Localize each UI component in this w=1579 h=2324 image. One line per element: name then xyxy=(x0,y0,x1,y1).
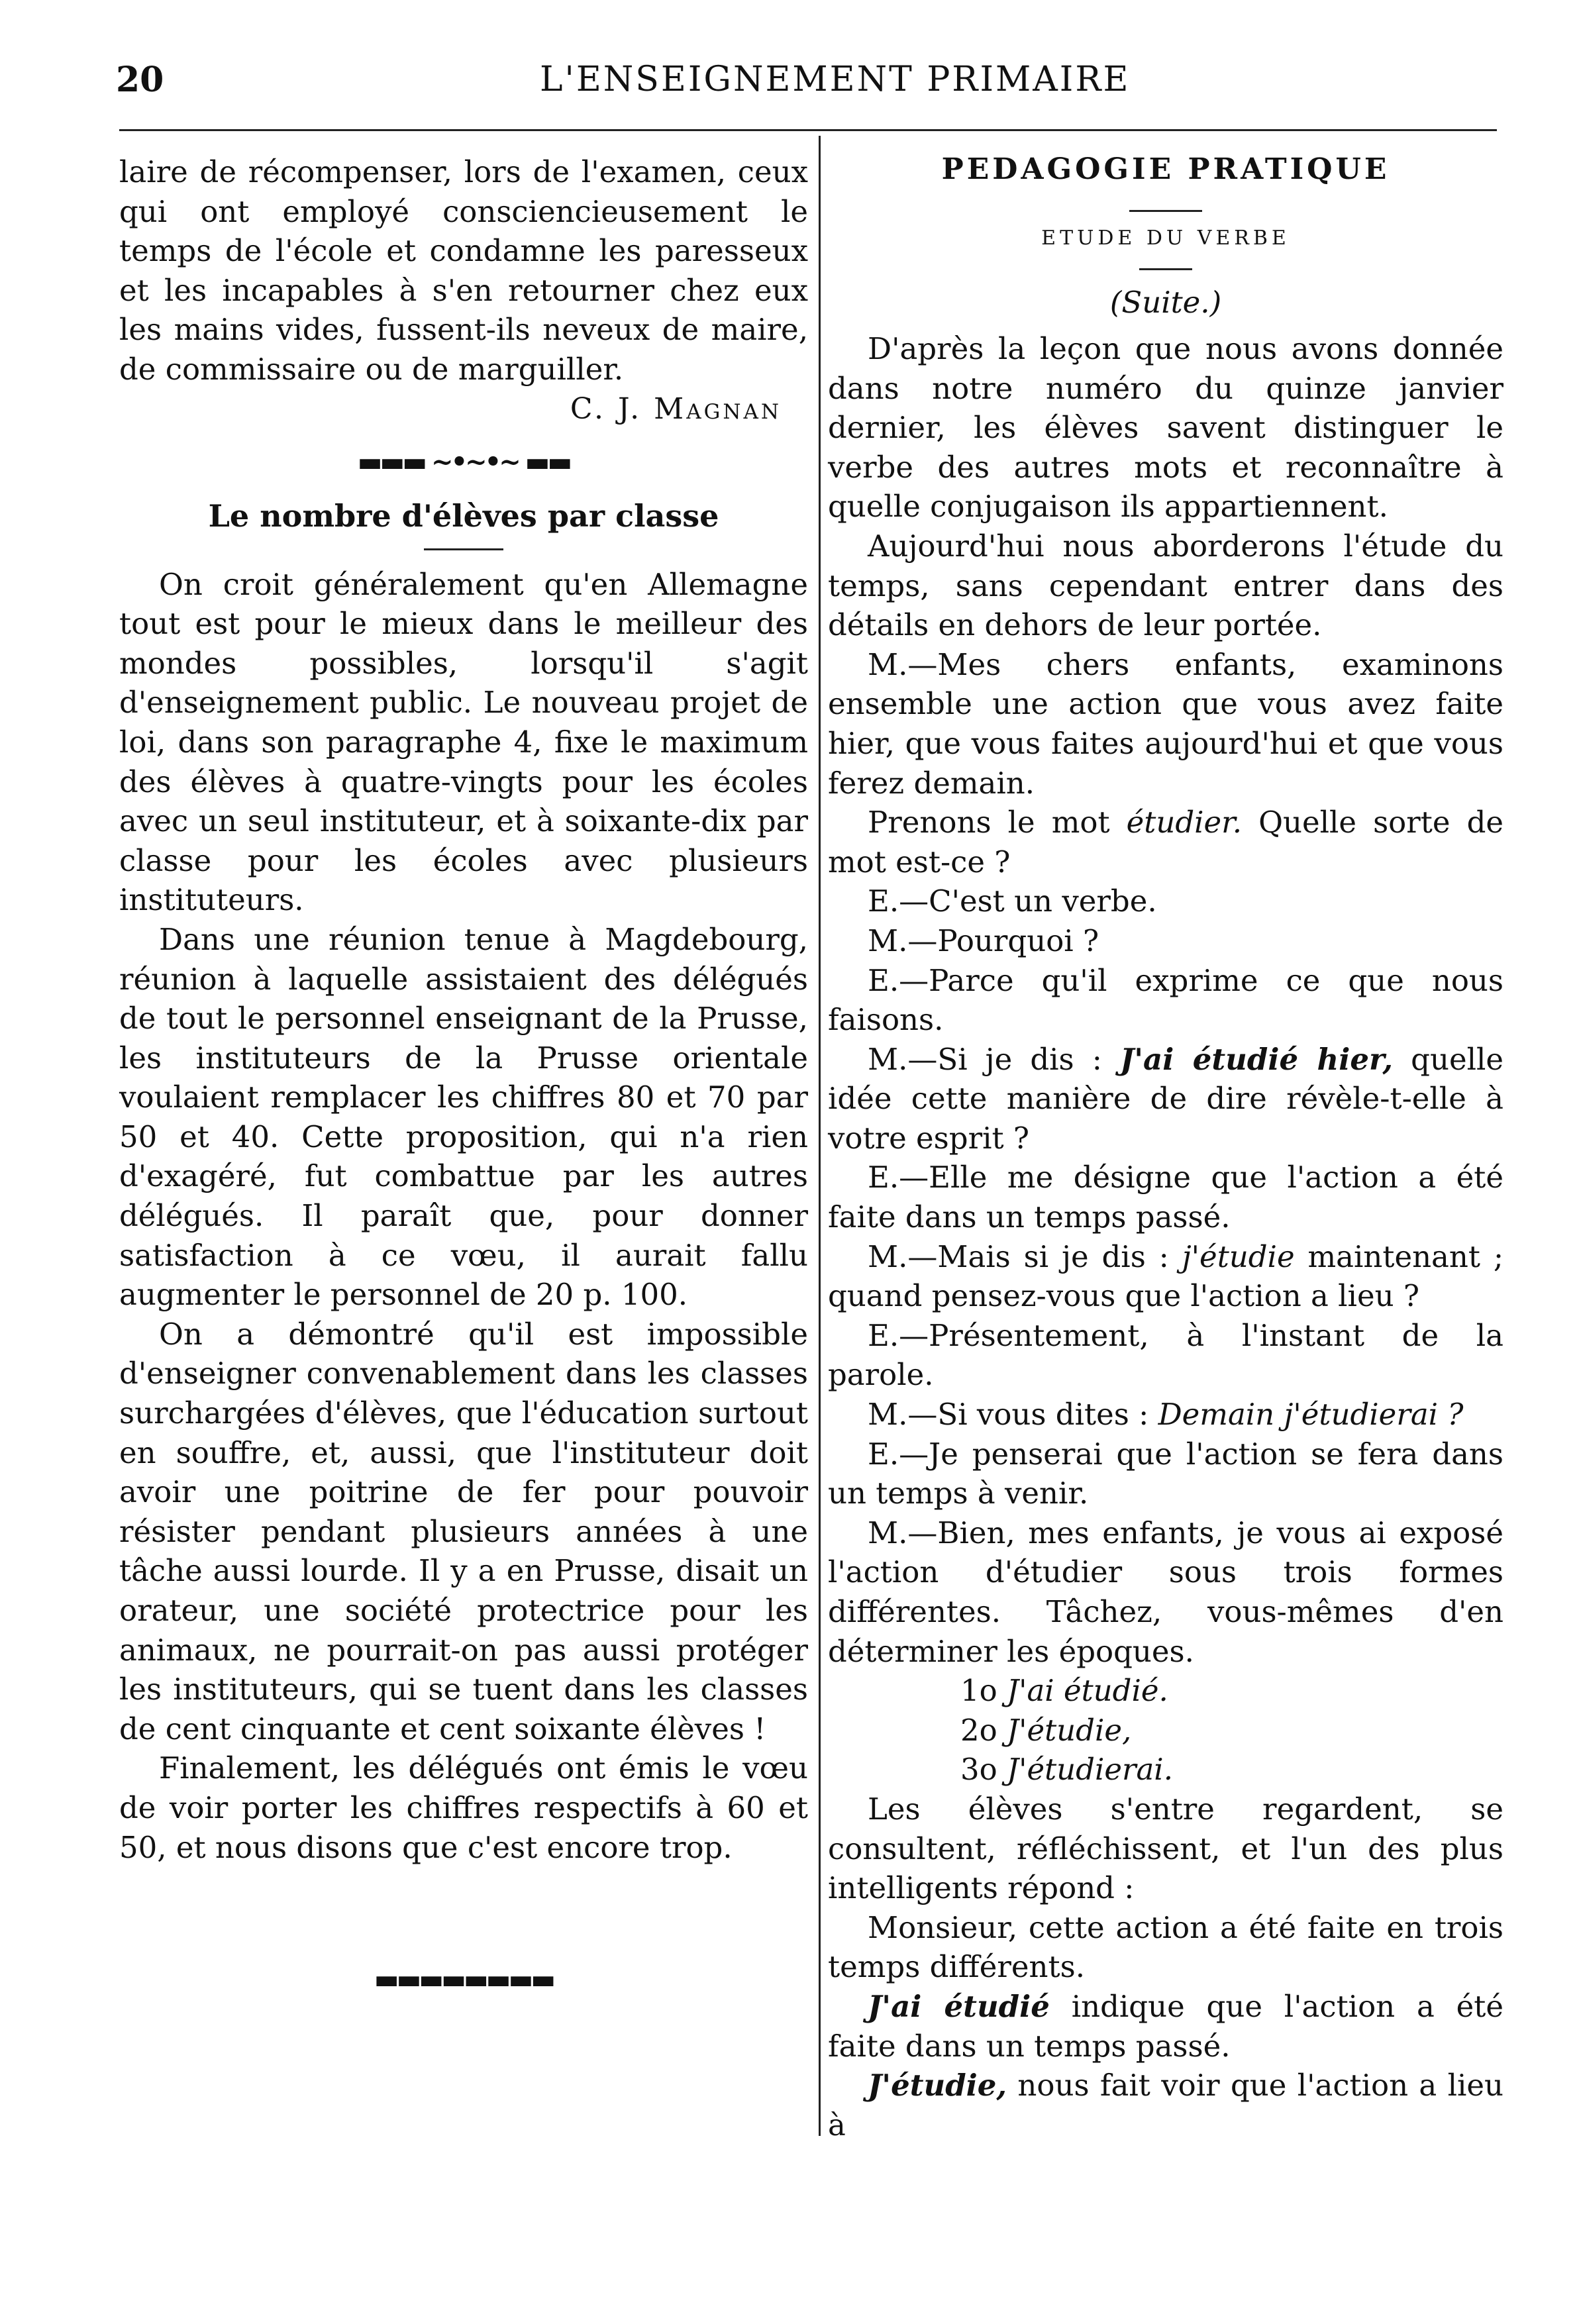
right-column xyxy=(828,152,1503,2145)
page-number: 20 xyxy=(116,60,164,100)
list-number: 1o xyxy=(960,1673,1007,1709)
list-text: J'étudierai. xyxy=(1007,1752,1174,1788)
left-paragraph-5: Finalement, les délégués ont émis le vœu de voir porter les chiffres respectifs à 60 et 50, et nous disons que c'est encore trop. xyxy=(119,1750,808,1865)
text-run: maintenant ; quand pensez-vous que l'action a lieu ? xyxy=(828,1238,1503,1314)
list-text: J'ai étudié. xyxy=(1007,1673,1168,1709)
list-item xyxy=(960,1750,1503,1790)
list-text: J'étudie, xyxy=(1007,1712,1132,1748)
running-title: L'ENSEIGNEMENT PRIMAIRE xyxy=(540,60,1131,99)
text-run: Quelle sorte de mot est-ce ? xyxy=(828,805,1504,880)
verb-list xyxy=(828,1671,1503,1790)
text-run: M.—Si vous dites : xyxy=(868,1397,1158,1433)
article-title: Le nombre d'élèves par classe xyxy=(208,497,719,534)
right-paragraph-6: M.—Pourquoi ? xyxy=(868,923,1099,958)
right-paragraph-1: D'après la leçon que nous avons donnée dans notre numéro du quinze janvier dernier, les élèves savent distinguer le verbe des autres mots et reconnaître à quelle conjugaison ils appartiennent. xyxy=(828,331,1503,525)
right-paragraph-12 xyxy=(828,1395,1503,1435)
ornament-divider: ▬▬▬ ~•~•~ ▬▬ xyxy=(357,446,570,478)
left-paragraph-2: On croit généralement qu'en Allemagne tout est pour le mieux dans le meilleur des mondes possibles, lorsqu'il s'agit d'enseignement public. Le nouveau projet de loi, dans son paragraphe 4, fixe le maximum des élèves à quatre-vingts pour les écoles avec un seul instituteur, et à soixante-dix par classe pour les écoles avec plusieurs instituteurs. xyxy=(119,566,808,918)
italic-phrase: j'étudie xyxy=(1182,1238,1295,1274)
right-paragraph-7: E.—Parce qu'il exprime ce que nous faisons. xyxy=(828,962,1503,1038)
right-paragraph-2: Aujourd'hui nous aborderons l'étude du temps, sans cependant entrer dans des détails en dehors de leur portée. xyxy=(828,528,1503,643)
italic-phrase: J'ai étudié xyxy=(868,1988,1050,2024)
italic-phrase: J'ai étudié hier, xyxy=(1119,1041,1394,1077)
right-paragraph-14: M.—Bien, mes enfants, je vous ai exposé l'action d'étudier sous trois formes différentes. Tâchez, vous-mêmes d'en déterminer les époques. xyxy=(828,1515,1503,1669)
right-paragraph-10 xyxy=(828,1237,1503,1316)
end-ornament: ▬▬▬▬▬▬▬▬ xyxy=(374,1964,554,1996)
right-paragraph-5: E.—C'est un verbe. xyxy=(868,884,1157,919)
signature: C. J. Magnan xyxy=(570,391,782,426)
list-item xyxy=(960,1671,1503,1711)
right-paragraph-8 xyxy=(828,1040,1503,1158)
left-paragraph-4: On a démontré qu'il est impossible d'enseigner convenablement dans les classes surchargées d'élèves, que l'éducation surtout en souffre, et, aussi, que l'instituteur doit avoir une poitrine de fer pour pouvoir résister pendant plusieurs années à une tâche aussi lourde. Il y a en Prusse, disait un orateur, une société protectrice pour les animaux, ne pourrait-on pas aussi protéger les instituteurs, qui se tuent dans les classes de cent cinquante et cent soixante élèves ! xyxy=(119,1316,808,1746)
right-paragraph-13: E.—Je penserai que l'action se fera dans un temps à venir. xyxy=(828,1436,1503,1511)
text-run: M.—Mais si je dis : xyxy=(868,1238,1182,1274)
left-paragraph-1: laire de récompenser, lors de l'examen, ceux qui ont employé consciencieusement le temps de l'école et condamne les paresseux et les incapables à s'en retourner chez eux les mains vides, fussent-ils neveux de maire, de commissaire ou de marguiller. xyxy=(119,154,808,387)
text-run: indique que l'action a été faite dans un temps passé. xyxy=(828,1988,1504,2064)
right-paragraph-17 xyxy=(828,1987,1503,2066)
italic-word: étudier. xyxy=(1126,805,1243,840)
text-run: nous fait voir que l'action a lieu à xyxy=(828,2068,1503,2143)
list-item xyxy=(960,1711,1503,1750)
left-column xyxy=(119,152,808,1996)
italic-phrase: Demain j'étudierai ? xyxy=(1158,1397,1464,1433)
italic-phrase: J'étudie, xyxy=(868,2068,1007,2103)
right-paragraph-18 xyxy=(828,2066,1503,2145)
subtitle: ETUDE DU VERBE xyxy=(1041,227,1290,250)
right-paragraph-4 xyxy=(828,803,1503,882)
right-paragraph-11: E.—Présentement, à l'instant de la parole. xyxy=(828,1317,1503,1393)
text-run: Prenons le mot xyxy=(868,805,1127,840)
list-number: 2o xyxy=(960,1712,1007,1748)
right-paragraph-9: E.—Elle me désigne que l'action a été faite dans un temps passé. xyxy=(828,1160,1503,1235)
left-paragraph-3: Dans une réunion tenue à Magdebourg, réunion à laquelle assistaient des délégués de tout le personnel enseignant de la Prusse, les instituteurs de la Prusse orientale voulaient remplacer les chiffres 80 et 70 par 50 et 40. Cette proposition, qui n'a rien d'exagéré, fut combattue par les autres délégués. Il paraît que, pour donner satisfaction à ce vœu, il aurait fallu augmenter le personnel de 20 p. 100. xyxy=(119,921,808,1313)
text-run: quelle idée cette manière de dire révèle-t-elle à votre esprit ? xyxy=(828,1041,1503,1156)
right-paragraph-16: Monsieur, cette action a été faite en trois temps différents. xyxy=(828,1909,1503,1985)
page-header xyxy=(116,46,1513,106)
header-rule xyxy=(119,129,1497,131)
list-number: 3o xyxy=(960,1752,1007,1788)
text-run: M.—Si je dis : xyxy=(868,1041,1120,1077)
right-paragraph-3: M.—Mes chers enfants, examinons ensemble une action que vous avez faite hier, que vous faites aujourd'hui et que vous ferez demain. xyxy=(828,646,1503,801)
column-divider xyxy=(819,136,821,2136)
continuation-note: (Suite.) xyxy=(1109,285,1222,320)
section-title: PEDAGOGIE PRATIQUE xyxy=(941,152,1390,186)
right-paragraph-15: Les élèves s'entre regardent, se consultent, réfléchissent, et l'un des plus intelligents répond : xyxy=(828,1791,1503,1906)
